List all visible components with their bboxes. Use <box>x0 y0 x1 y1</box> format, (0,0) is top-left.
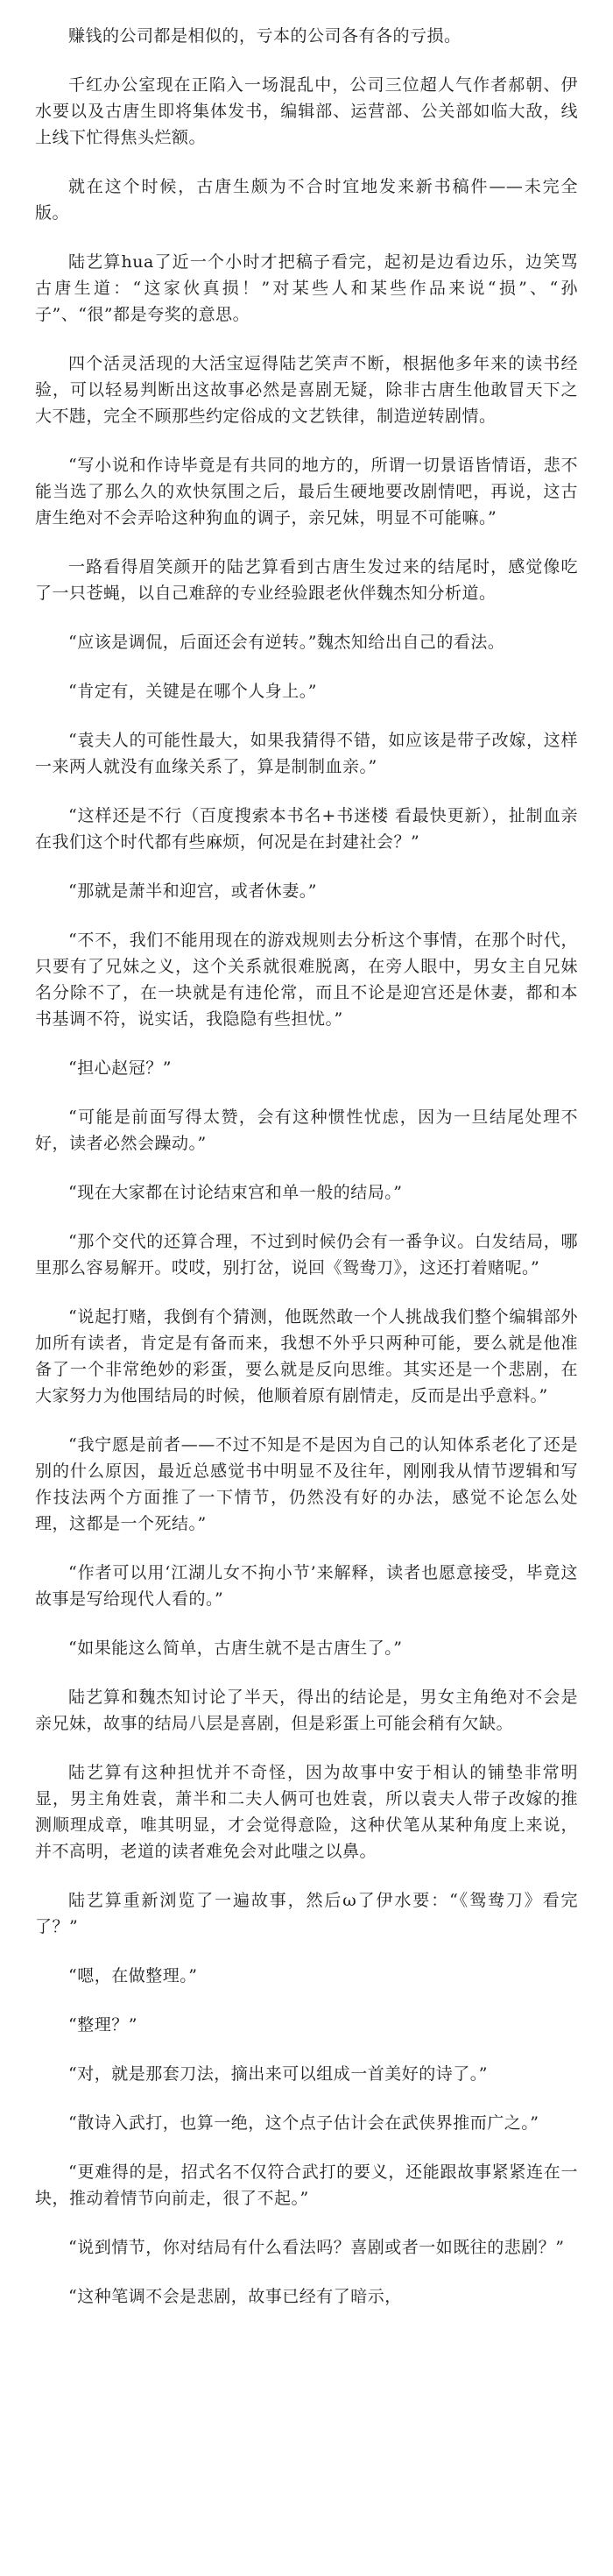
paragraph: 一路看得眉笑颜开的陆艺算看到古唐生发过来的结尾时，感觉像吃了一只苍蝇，以自己难辞的专业经验跟老伙伴魏杰知分析道。 <box>35 557 578 603</box>
paragraph: “散诗入武打，也算一绝，这个点子估计会在武侠界推而广之。” <box>68 2113 539 2133</box>
paragraph: “袁夫人的可能性最大，如果我猜得不错，如应该是带子改嫁，这样一来两人就没有血缘关系了，算是制制血亲。” <box>35 731 578 776</box>
paragraph: “对，就是那套刀法，摘出来可以组成一首美好的诗了。” <box>68 2064 488 2084</box>
paragraph: 千红办公室现在正陷入一场混乱中，公司三位超人气作者郝朝、伊水要以及古唐生即将集体发书，编辑部、运营部、公关部如临大敌，线上线下忙得焦头烂额。 <box>35 75 578 147</box>
paragraph: 陆艺算hua了近一个小时才把稿子看完，起初是边看边乐，边笑骂古唐生道：“这家伙真损！”对某些人和某些作品来说“损”、“孙子”、“很”都是夸奖的意思。 <box>35 252 578 324</box>
paragraph: “说到情节，你对结局有什么看法吗？喜剧或者一如既往的悲剧？” <box>68 2238 565 2257</box>
paragraph: “应该是调侃，后面还会有逆转。”魏杰知给出自己的看法。 <box>68 633 505 652</box>
paragraph: 赚钱的公司都是相似的，亏本的公司各有各的亏损。 <box>68 26 462 46</box>
paragraph: “那个交代的还算合理，不过到时候仍会有一番争议。白发结局，哪里那么容易解开。哎哎，别打岔，说回《鸳鸯刀》，这还打着赌呢。” <box>35 1232 578 1277</box>
paragraph: “担心赵冠？” <box>68 1058 172 1078</box>
paragraph: 陆艺算和魏杰知讨论了半天，得出的结论是，男女主角绝对不会是亲兄妹，故事的结局八层是喜剧，但是彩蛋上可能会稍有欠缺。 <box>35 1688 578 1733</box>
paragraph: “这样还是不行（百度搜索本书名+书迷楼 看最快更新），扯制血亲在我们这个时代都有些麻烦，何况是在封建社会？” <box>35 806 578 852</box>
paragraph: “整理？” <box>68 2015 137 2035</box>
paragraph: “我宁愿是前者——不过不知是不是因为自己的认知体系老化了还是别的什么原因，最近总感觉书中明显不及往年，刚刚我从情节逻辑和写作技法两个方面推了一下情节，仍然没有好的办法，感觉不论怎么处理，这都是一个死结。” <box>35 1435 578 1533</box>
paragraph: 四个活灵活现的大活宝逗得陆艺笑声不断，根据他多年来的读书经验，可以轻易判断出这故事必然是喜剧无疑，除非古唐生他敢冒天下之大不韪，完全不顾那些约定俗成的文艺铁律，制造逆转剧情。 <box>35 354 578 426</box>
paragraph: “这种笔调不会是悲剧，故事已经有了暗示， <box>68 2287 402 2306</box>
paragraph: 陆艺算有这种担忧并不奇怪，因为故事中安于相认的铺垫非常明显，男主角姓袁，萧半和二夫人俩可也姓袁，所以袁夫人带子改嫁的推测顺理成章，唯其明显，才会觉得意险，这种伏笔从某种角度上来说，并不高明，老道的读者难免会对此嗤之以鼻。 <box>35 1763 578 1861</box>
paragraph: “那就是萧半和迎宫，或者休妻。” <box>68 881 317 901</box>
paragraph: “肯定有，关键是在哪个人身上。” <box>68 682 317 701</box>
paragraph: 陆艺算重新浏览了一遍故事，然后ω了伊水要：“《鸳鸯刀》看完了？” <box>35 1891 578 1936</box>
paragraph: 就在这个时候，古唐生颇为不合时宜地发来新书稿件——未完全版。 <box>35 177 578 223</box>
paragraph: “如果能这么简单，古唐生就不是古唐生了。” <box>68 1638 403 1658</box>
paragraph: “现在大家都在讨论结束宫和单一般的结局。” <box>68 1183 403 1202</box>
paragraph: “作者可以用‘江湖儿女不拘小节’来解释，读者也愿意接受，毕竟这故事是写给现代人看的。” <box>35 1563 578 1609</box>
paragraph: “更难得的是，招式名不仅符合武打的要义，还能跟故事紧紧连在一块，推动着情节向前走，很了不起。” <box>35 2162 578 2208</box>
paragraph: “不不，我们不能用现在的游戏规则去分析这个事情，在那个时代，只要有了兄妹之义，这个关系就很难脱离，在旁人眼中，男女主自兄妹名分除不了，在一块就是有违伦常，而且不论是迎宫还是休妻，都和本书基调不符，说实话，我隐隐有些担忧。” <box>35 931 578 1029</box>
paragraph: “说起打赌，我倒有个猜测，他既然敢一个人挑战我们整个编辑部外加所有读者，肯定是有备而来，我想不外乎只两种可能，要么就是他准备了一个非常绝妙的彩蛋，要么就是反向思维。其实还是一个悲剧，在大家努力为他围结局的时候，他顺着原有剧情走，反而是出乎意料。” <box>35 1307 578 1405</box>
paragraph: “嗯，在做整理。” <box>68 1966 198 1985</box>
paragraph: “写小说和作诗毕竟是有共同的地方的，所谓一切景语皆情语，悲不能当选了那么久的欢快氛围之后，最后生硬地要改剧情吧，再说，这古唐生绝对不会弄哈这种狗血的调子，亲兄妹，明显不可能嘛。” <box>35 456 578 527</box>
paragraph: “可能是前面写得太赞，会有这种惯性忧虑，因为一旦结尾处理不好，读者必然会躁动。” <box>35 1108 578 1153</box>
